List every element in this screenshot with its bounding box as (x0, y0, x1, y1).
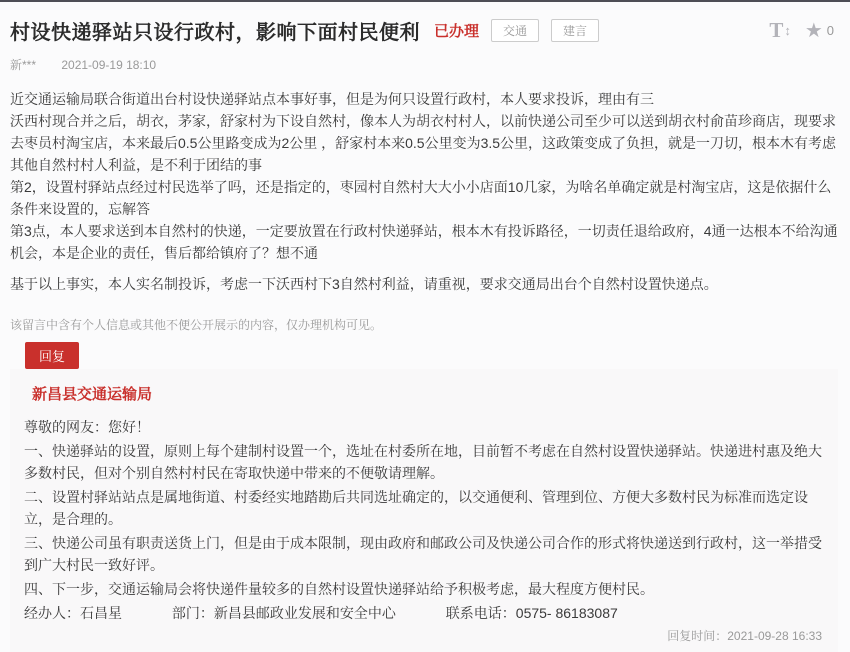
reply-body (24, 416, 822, 600)
page-title: 村设快递驿站只设行政村，影响下面村民便利 (10, 22, 420, 44)
message-detail (0, 2, 850, 369)
author-name: 新*** (10, 58, 37, 72)
reply-paragraph: 三、快递公司虽有职责送货上门，但是由于成本限制，现由政府和邮政公司及快递公司合作的形式将快递送到行政村，这一举措受到广大村民一致好评。 (24, 535, 822, 573)
reply-paragraph: 四、下一步，交通运输局会将快递件量较多的自然村设置快递驿站给予积极考虑，最大程度方便村民。 (24, 581, 654, 597)
reply-paragraph: 二、设置村驿站站点是属地街道、村委经实地踏勘后共同选址确定的，以交通便利、管理到位、方便大多数村民为标准而选定设立，是合理的。 (24, 489, 808, 527)
reply-panel (10, 369, 838, 652)
privacy-note: 该留言中含有个人信息或其他不便公开展示的内容，仅办理机构可见。 (10, 318, 383, 332)
status-badge: 已办理 (434, 23, 480, 40)
contact-phone: 联系电话：0575- 86183087 (445, 605, 618, 621)
department-name: 部门：新昌县邮政业发展和安全中心 (171, 605, 396, 621)
reply-button[interactable]: 回复 (25, 342, 79, 369)
message-body (10, 88, 840, 295)
message-paragraph: 沃西村现合并之后，胡衣，茅家，舒家村为下设自然村，像本人为胡衣村村人，以前快递公司至少可以送到胡衣村俞苗珍商店，现要求去枣员村淘宝店，本来最后0.5公里路变成为2公里 ，舒家村本来0.5公里变为3.5公里，这政策变成了负担，就是一刀切，根本木有考虑其他自然村村人利益，是不利于团结的事 (10, 113, 837, 173)
reply-paragraph: 一、快递驿站的设置，原则上每个建制村设置一个，选址在村委所在地，目前暂不考虑在自然村设置快递驿站。快递进村惠及绝大多数村民，但对个别自然村村民在寄取快递中带来的不便敬请理解。 (24, 443, 822, 481)
star-count: 0 (826, 23, 834, 38)
message-paragraph: 基于以上事实，本人实名制投诉，考虑一下沃西村下3自然村利益，请重视，要求交通局出台个自然村设置快递点。 (10, 276, 718, 292)
reply-paragraph: 尊敬的网友：您好！ (24, 419, 150, 435)
agency-name: 新昌县交通运输局 (32, 386, 153, 403)
contact-row (24, 602, 822, 624)
message-paragraph: 第2，设置村驿站点经过村民选举了吗，还是指定的，枣园村自然村大大小小店面10几家，为啥名单确定就是村淘宝店，这是依据什么条件来设置的，忘解答 (10, 179, 832, 217)
reply-time: 回复时间：2021-09-28 16:33 (667, 629, 822, 643)
handler-name: 经办人：石昌星 (24, 605, 122, 621)
type-tag: 建言 (551, 19, 599, 42)
font-size-arrows-icon: ↕ (784, 23, 791, 38)
font-size-icon[interactable] (769, 18, 791, 43)
message-paragraph: 近交通运输局联合街道出台村设快递驿站点本事好事，但是为何只设置行政村，本人要求投诉，理由有三 (10, 91, 654, 107)
font-size-letter: T (769, 18, 784, 42)
star-icon[interactable]: ★ (804, 19, 823, 42)
post-date: 2021-09-19 18:10 (61, 58, 157, 72)
header (10, 16, 840, 45)
category-tag: 交通 (491, 19, 539, 42)
message-paragraph: 第3点，本人要求送到本自然村的快递，一定要放置在行政村快递驿站，根本木有投诉路径，一切责任退给政府，4通一达根本不给沟通机会，本是企业的责任，售后都给镇府了？想不通 (10, 223, 838, 261)
meta-row (10, 56, 840, 73)
